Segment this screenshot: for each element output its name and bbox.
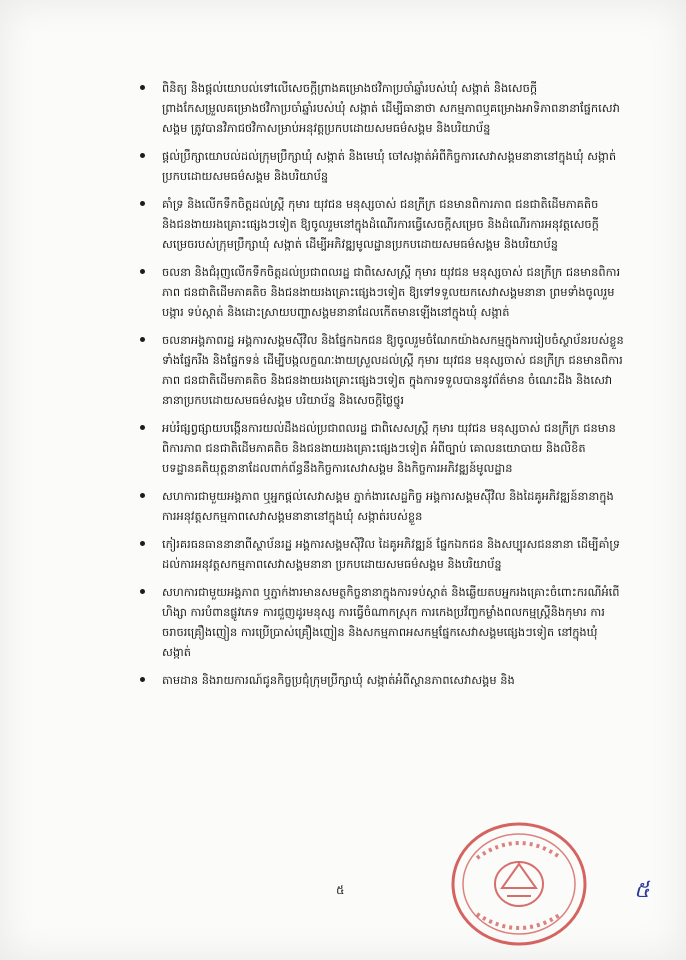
bullet-text: ផ្តល់ប្រឹក្សាយោបល់ដល់ក្រុមប្រឹក្សាឃុំ សង្កាត់ និងមេឃុំ ចៅសង្កាត់អំពីកិច្ចការសេវាសង្គមនានានៅក្នុងឃុំ សង្កាត់ ប្រកបដោយសមធម៌សង្គម និងបរិយាប័ន្ន [162,149,617,183]
bullet-text: កៀរគរធនធាននានាពីស្ថាប័នរដ្ឋ អង្គការសង្គមស៊ីវិល ដៃគូអភិវឌ្ឍន៍ ផ្នែកឯកជន និងសប្បុរសជននានា ដើម្បីគាំទ្រដល់ការអនុវត្តសកម្មភាពសេវាសង្គមនានា ប្រកបដោយសមធម៌សង្គម និងបរិយាប័ន្ន [162,537,621,571]
bullet-item [140,262,628,322]
bullet-text: អប់រំផ្សព្វផ្សាយបង្កើនការយល់ដឹងដល់ប្រជាពលរដ្ឋ ជាពិសេសស្ត្រី កុមារ យុវជន មនុស្សចាស់ ជនក្រីក្រ ជនមានពិការភាព ជនជាតិដើមភាគតិច និងជនងាយរងគ្រោះផ្សេងៗទៀត អំពីច្បាប់ គោលនយោបាយ និងលិខិតបទដ្ឋានគតិយុត្តនានាដែលពាក់ព័ន្ធនឹងកិច្ចការសេវាសង្គម និងកិច្ចការអភិវឌ្ឍន៍មូលដ្ឋាន [162,421,616,475]
bullet-item [140,670,628,690]
bullet-text: ពិនិត្យ និងផ្តល់យោបល់ទៅលើសេចក្តីព្រាងគម្រោងថវិកាប្រចាំឆ្នាំរបស់ឃុំ សង្កាត់ និងសេចក្តីព្រាងកែសម្រួលគម្រោងថវិកាប្រចាំឆ្នាំរបស់ឃុំ សង្កាត់ ដើម្បីធានាថា សកម្មភាពឬគម្រោងអាទិភាពនានាផ្នែកសេវាសង្គម ត្រូវបានវិភាជថវិកាសម្រាប់អនុវត្តប្រកបដោយសមធម៌សង្គម និងបរិយាប័ន្ន [162,81,620,135]
bullet-text: តាមដាន និងរាយការណ៍ជូនកិច្ចប្រជុំក្រុមប្រឹក្សាឃុំ សង្កាត់អំពីស្ថានភាពសេវាសង្គម និង [162,673,515,687]
page-number: ៥ [336,883,345,897]
bullet-text: គាំទ្រ និងលើកទឹកចិត្តដល់ស្ត្រី កុមារ យុវជន មនុស្សចាស់ ជនក្រីក្រ ជនមានពិការភាព ជនជាតិដើមភាគតិច និងជនងាយរងគ្រោះផ្សេងៗទៀត ឱ្យចូលរួមនៅក្នុងដំណើរការធ្វើសេចក្តីសម្រេច និងដំណើរការអនុវត្តសេចក្តីសម្រេចរបស់ក្រុមប្រឹក្សាឃុំ សង្កាត់ ដើម្បីអភិវឌ្ឍមូលដ្ឋានប្រកបដោយសមធម៌សង្គម និងបរិយាប័ន្ន [162,197,599,251]
bullet-dot [140,589,145,594]
bullet-item [140,418,628,478]
official-seal [447,818,592,950]
bullet-dot [140,85,145,90]
seal-rings [453,824,585,944]
bullet-dot [140,269,145,274]
bullet-dot [140,541,145,546]
bullet-dot [140,677,145,682]
bullet-text: សហការជាមួយអង្គភាព ឬអ្នកផ្តល់សេវាសង្គម ភ្នាក់ងារសេដ្ឋកិច្ច អង្គការសង្គមស៊ីវិល និងដៃគូអភិវឌ្ឍន៍នានាក្នុងការអនុវត្តសកម្មភាពសេវាសង្គមនានានៅក្នុងឃុំ សង្កាត់របស់ខ្លួន [162,489,614,523]
bullet-item [140,534,628,574]
bullet-dot [140,201,145,206]
bullet-item [140,78,628,138]
bullet-list [140,78,628,698]
bullet-item [140,582,628,662]
bullet-dot [140,337,145,342]
bullet-text: សហការជាមួយអង្គភាព ឬភ្នាក់ងារមានសមត្ថកិច្ចនានាក្នុងការទប់ស្កាត់ និងឆ្លើយតបអ្នករងគ្រោះចំពោះករណីអំពើហិង្សា ការបំពានផ្លូវភេទ ការជួញដូរមនុស្ស ការធ្វើចំណាកស្រុក ការកេងប្រវ័ញ្ចកម្លាំងពលកម្មស្ត្រីនិងកុមារ ការចរាចរគ្រឿងញៀន ការប្រើប្រាស់គ្រឿងញៀន និងសកម្មភាពអសកម្មផ្នែកសេវាសង្គមផ្សេងៗទៀត នៅក្នុងឃុំ សង្កាត់ [162,585,620,659]
bullet-dot [140,153,145,158]
bullet-text: ចលនា និងជំរុញលើកទឹកចិត្តដល់ប្រជាពលរដ្ឋ ជាពិសេសស្ត្រី កុមារ យុវជន មនុស្សចាស់ ជនក្រីក្រ ជនមានពិការភាព ជនជាតិដើមភាគតិច និងជនងាយរងគ្រោះផ្សេងៗទៀត ឱ្យទៅទទួលយកសេវាសង្គមនានា ព្រមទាំងចូលរួមបង្ការ ទប់ស្កាត់ និងដោះស្រាយបញ្ហាសង្គមនានាដែលកើតមានឡើងនៅក្នុងឃុំ សង្កាត់ [162,265,621,319]
bullet-item [140,486,628,526]
handwritten-page-mark: ៥ [634,878,650,903]
bullet-item [140,146,628,186]
bullet-dot [140,493,145,498]
bullet-item [140,330,628,410]
bullet-dot [140,425,145,430]
bullet-text: ចលនាអង្គភាពរដ្ឋ អង្គការសង្គមស៊ីវិល និងផ្នែកឯកជន ឱ្យចូលរួមចំណែកយ៉ាងសកម្មក្នុងការរៀបចំស្ថាប័នរបស់ខ្លួន ទាំងផ្នែករឹង និងផ្នែកទន់ ដើម្បីបង្កលក្ខណៈងាយស្រួលដល់ស្ត្រី កុមារ យុវជន មនុស្សចាស់ ជនក្រីក្រ ជនមានពិការភាព ជនជាតិដើមភាគតិច និងជនងាយរងគ្រោះផ្សេងៗទៀត ក្នុងការទទួលបាននូវព័ត៌មាន ចំណេះដឹង និងសេវានានាប្រកបដោយសមធម៌សង្គម បរិយាប័ន្ន និងសេចក្តីថ្លៃថ្នូរ [162,333,624,407]
bullet-item [140,194,628,254]
